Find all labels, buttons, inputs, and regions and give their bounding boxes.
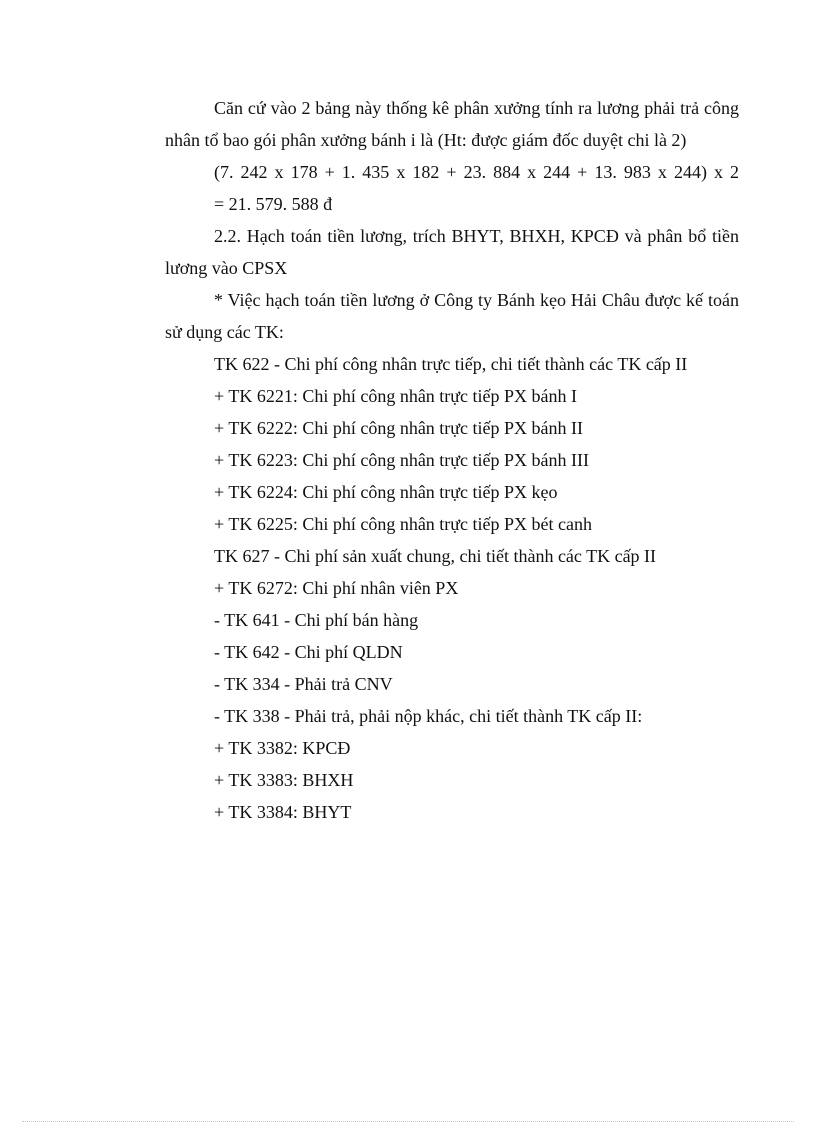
account-line: - TK 338 - Phải trả, phải nộp khác, chi tiết thành TK cấp II: [214, 706, 643, 726]
accounts-intro: * Việc hạch toán tiền lương ở Công ty Bánh kẹo Hải Châu được kế toán sử dụng các TK: [165, 290, 739, 342]
page-bottom-divider [22, 1121, 794, 1122]
account-line: + TK 3383: BHXH [214, 770, 354, 790]
account-line: + TK 6224: Chi phí công nhân trực tiếp PX kẹo [214, 482, 558, 502]
account-line: - TK 641 - Chi phí bán hàng [214, 610, 419, 630]
account-line: + TK 3384: BHYT [214, 802, 352, 822]
account-line: TK 622 - Chi phí công nhân trực tiếp, chi tiết thành các TK cấp II [214, 354, 688, 374]
intro-paragraph: Căn cứ vào 2 bảng này thống kê phân xưởng tính ra lương phải trả công nhân tổ bao gói phân xưởng bánh i là (Ht: được giám đốc duyệt chi là 2) [165, 98, 739, 150]
account-line: - TK 642 - Chi phí QLDN [214, 642, 403, 662]
account-line: - TK 334 - Phải trả CNV [214, 674, 393, 694]
salary-formula-result: = 21. 579. 588 đ [214, 194, 333, 214]
salary-formula: (7. 242 x 178 + 1. 435 x 182 + 23. 884 x 244 + 13. 983 x 244) x 2 [214, 162, 739, 182]
account-line: + TK 6272: Chi phí nhân viên PX [214, 578, 459, 598]
section-heading: 2.2. Hạch toán tiền lương, trích BHYT, BHXH, KPCĐ và phân bổ tiền lương vào CPSX [165, 226, 739, 278]
account-line: + TK 6223: Chi phí công nhân trực tiếp PX bánh III [214, 450, 590, 470]
account-line: + TK 3382: KPCĐ [214, 738, 351, 758]
account-line: + TK 6225: Chi phí công nhân trực tiếp PX bét canh [214, 514, 593, 534]
account-line: + TK 6222: Chi phí công nhân trực tiếp PX bánh II [214, 418, 584, 438]
account-list [165, 348, 739, 828]
document-body [165, 92, 739, 828]
account-line: + TK 6221: Chi phí công nhân trực tiếp PX bánh I [214, 386, 578, 406]
account-line: TK 627 - Chi phí sản xuất chung, chi tiết thành các TK cấp II [214, 546, 657, 566]
